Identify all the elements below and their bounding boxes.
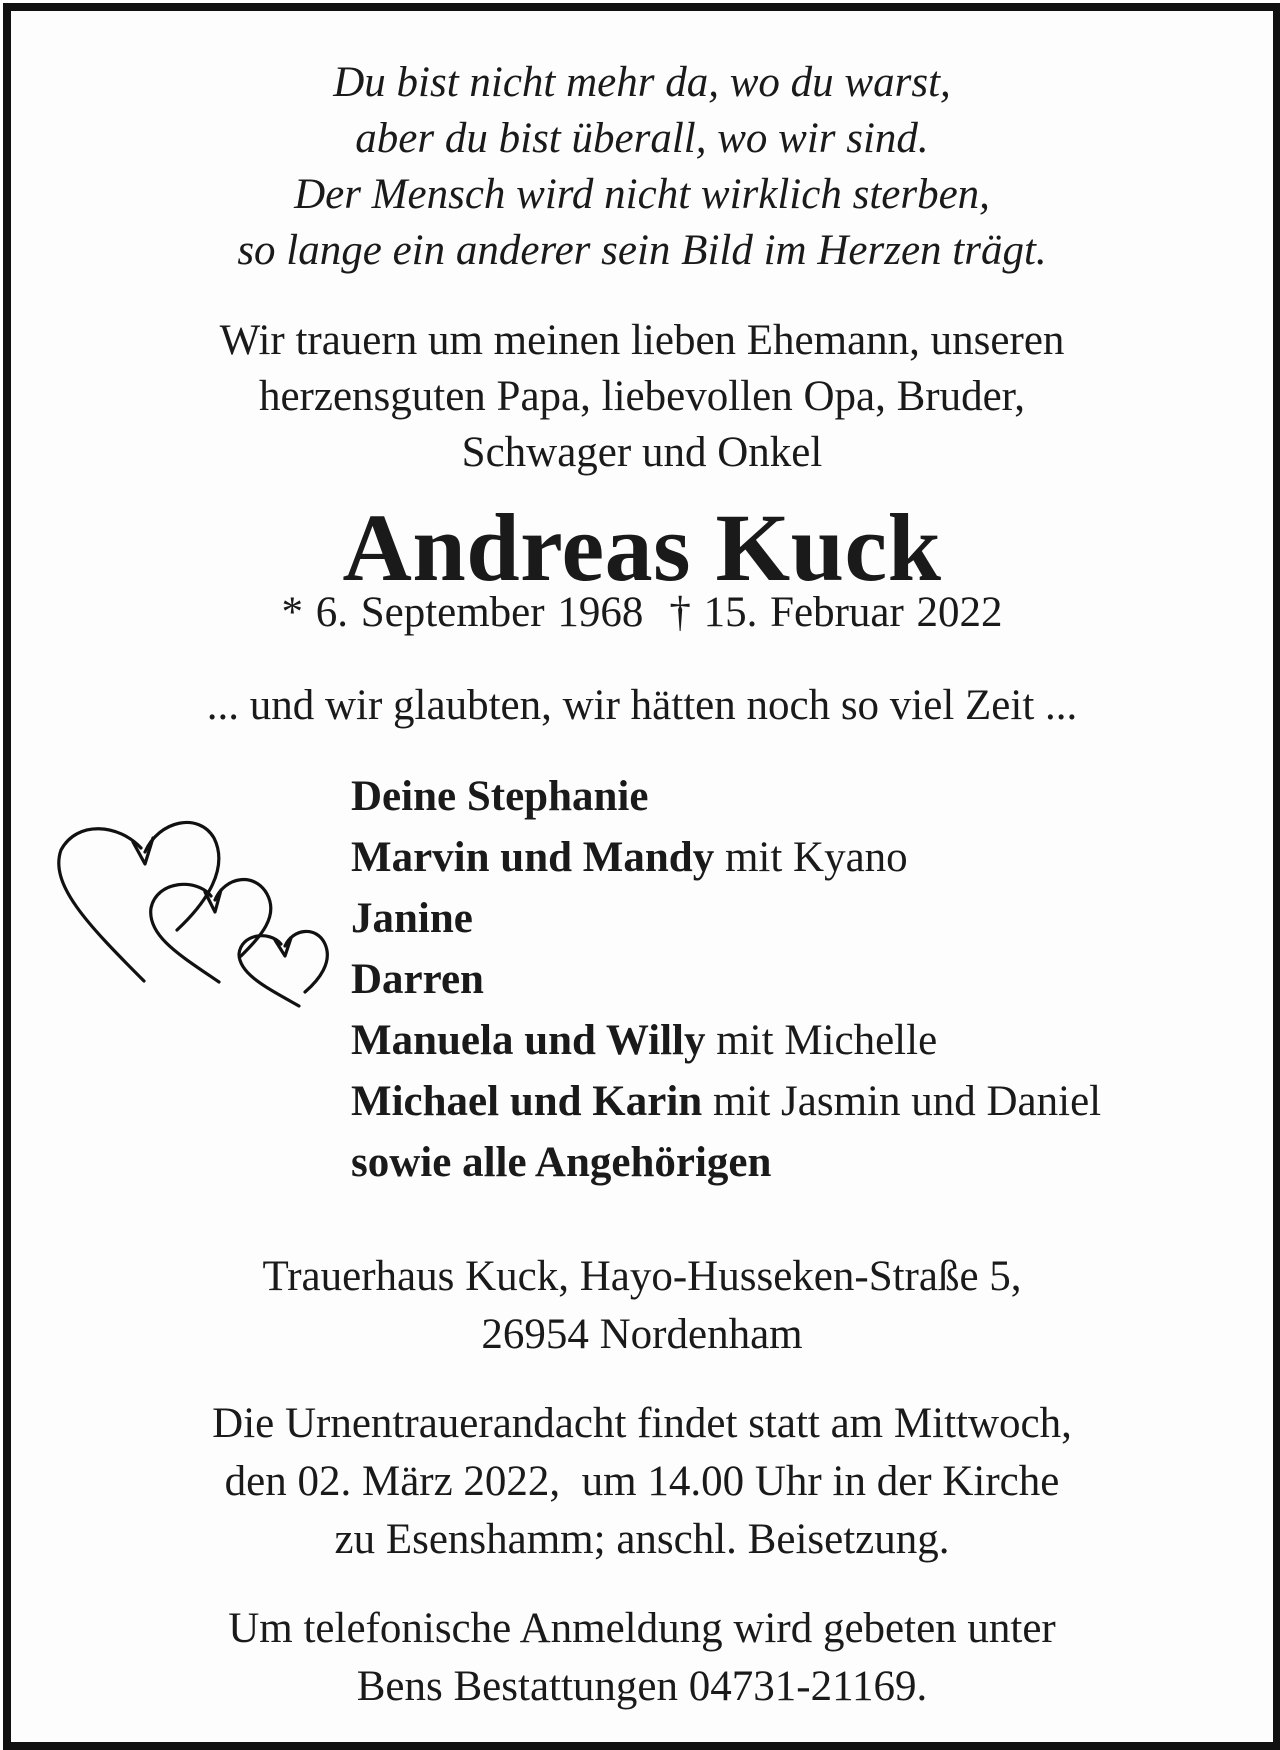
family-names: Deine Stephanie (351, 773, 649, 820)
poem-line: aber du bist überall, wo wir sind. (355, 115, 929, 162)
family-names: sowie alle Angehörigen (351, 1139, 772, 1186)
motto: ... und wir glaubten, wir hätten noch so viel Zeit ... (206, 682, 1078, 729)
heart-large (59, 822, 219, 981)
family-line (351, 888, 1101, 949)
family-line (351, 949, 1101, 1010)
address-line: 26954 Nordenham (481, 1311, 803, 1358)
family-extra: mit Jasmin und Daniel (702, 1078, 1102, 1125)
hearts-icon (49, 806, 339, 1026)
intro-text (11, 313, 1273, 481)
address-line: Trauerhaus Kuck, Hayo-Husseken-Straße 5, (262, 1253, 1022, 1300)
service-line: Die Urnentrauerandacht findet statt am Mittwoch, (212, 1400, 1072, 1447)
family-list (351, 766, 1101, 1193)
family-line (351, 1010, 1101, 1071)
death-date: † 15. Februar 2022 (669, 589, 1003, 636)
family-line (351, 766, 1101, 827)
family-names: Marvin und Mandy (351, 834, 715, 881)
family-extra: mit Kyano (714, 834, 908, 881)
intro-line: Wir trauern um meinen lieben Ehemann, unseren (219, 317, 1065, 364)
family-line (351, 827, 1101, 888)
intro-line: herzensguten Papa, liebevollen Opa, Bruder, (258, 373, 1026, 420)
poem-line: Du bist nicht mehr da, wo du warst, (333, 59, 951, 106)
family-names: Darren (351, 956, 484, 1003)
obituary-notice (3, 3, 1280, 1750)
registration-notice (11, 1600, 1273, 1716)
notice-line: Bens Bestattungen 04731-21169. (356, 1663, 928, 1710)
poem-line: Der Mensch wird nicht wirklich sterben, (294, 171, 990, 218)
heart-medium (151, 880, 271, 982)
deceased-name: Andreas Kuck (342, 494, 942, 601)
life-dates (11, 585, 1273, 641)
heart-medium-notch (205, 890, 221, 912)
intro-line: Schwager und Onkel (461, 429, 823, 476)
birth-date: * 6. September 1968 (281, 589, 644, 636)
family-extra: mit Michelle (705, 1017, 938, 1064)
notice-line: Um telefonische Anmeldung wird gebeten unter (228, 1605, 1056, 1652)
family-names: Michael und Karin (351, 1078, 703, 1125)
poem (11, 55, 1273, 279)
service-info (11, 1395, 1273, 1569)
family-line (351, 1132, 1101, 1193)
service-line: den 02. März 2022, um 14.00 Uhr in der Kirche (224, 1458, 1060, 1505)
service-line: zu Esenshamm; anschl. Beisetzung. (334, 1516, 950, 1563)
mourning-address (11, 1248, 1273, 1364)
family-line (351, 1071, 1101, 1132)
family-names: Manuela und Willy (351, 1017, 706, 1064)
poem-line: so lange ein anderer sein Bild im Herzen trägt. (237, 227, 1047, 274)
family-names: Janine (351, 895, 473, 942)
